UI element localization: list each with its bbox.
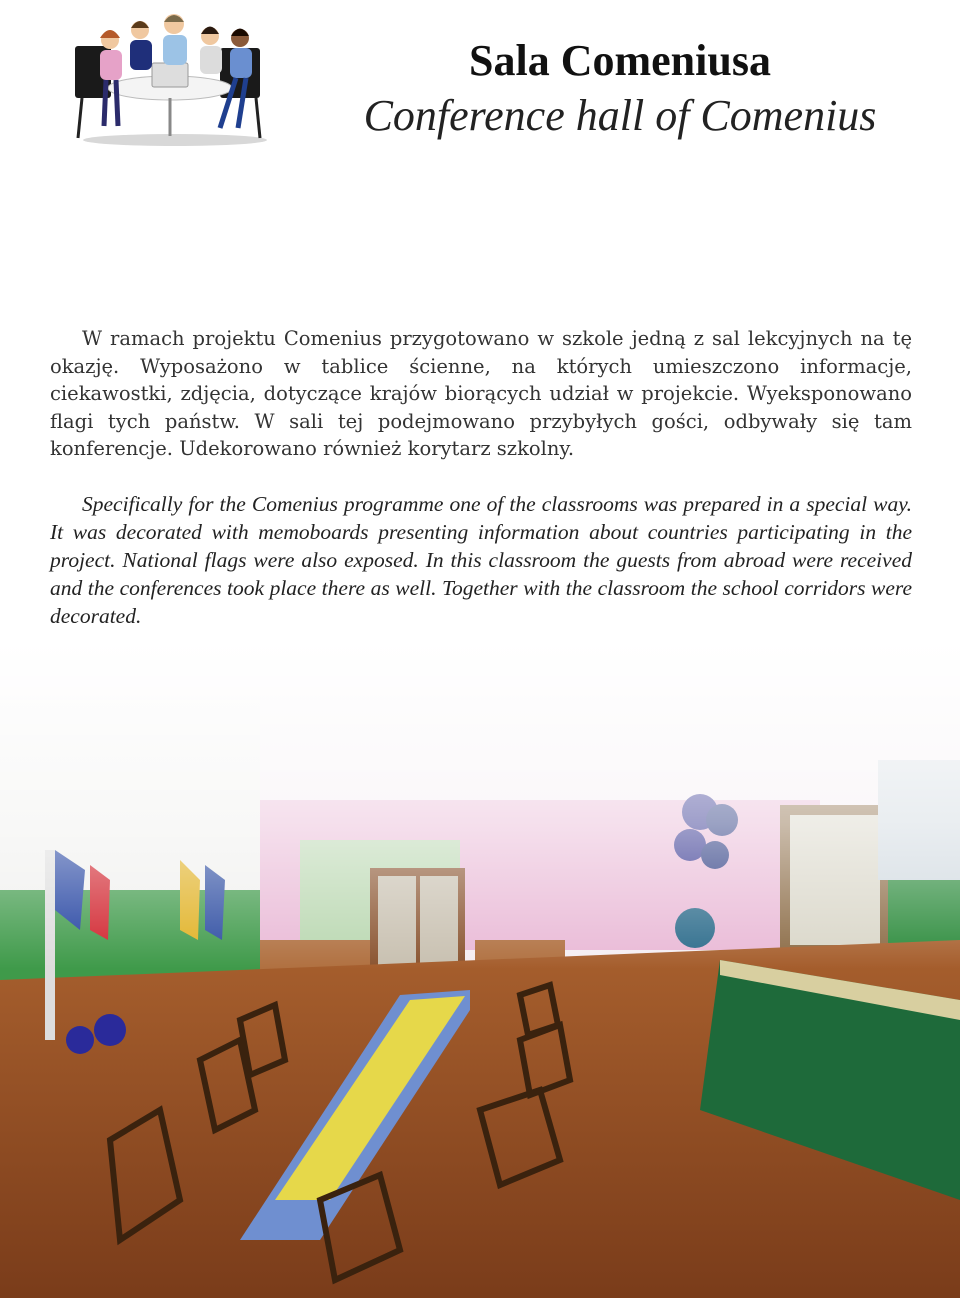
title-english: Conference hall of Comenius (363, 91, 877, 140)
title-polish: Sala Comeniusa (469, 36, 771, 85)
paragraph-polish: W ramach projektu Comenius przygotowano w szkole jedną z sal lekcyjnych na tę okazję. Wyposażono w tablice ścienne, na których umieszczono informacje, ciekawostki, zdjęcia, dotyczące krajów biorących udział w projekcie. Wyeksponowano flagi tych państw. W sali tej podejmowano przybyłych gości, odbywały się tam konferencje. Udekorowano również korytarz szkolny. (50, 327, 912, 460)
paragraph-english: Specifically for the Comenius programme one of the classrooms was prepared in a special way. It was decorated with memoboards presenting information about countries participating in the project. National flags were also exposed. In this classroom the guests from abroad were received and the conferences took place there as well. Together with the classroom the school corridors were decorated. (50, 492, 912, 628)
classroom-conference-hall-photo (0, 640, 960, 1298)
page-title (340, 36, 900, 146)
people-at-laptop-meeting-icon (70, 8, 280, 148)
